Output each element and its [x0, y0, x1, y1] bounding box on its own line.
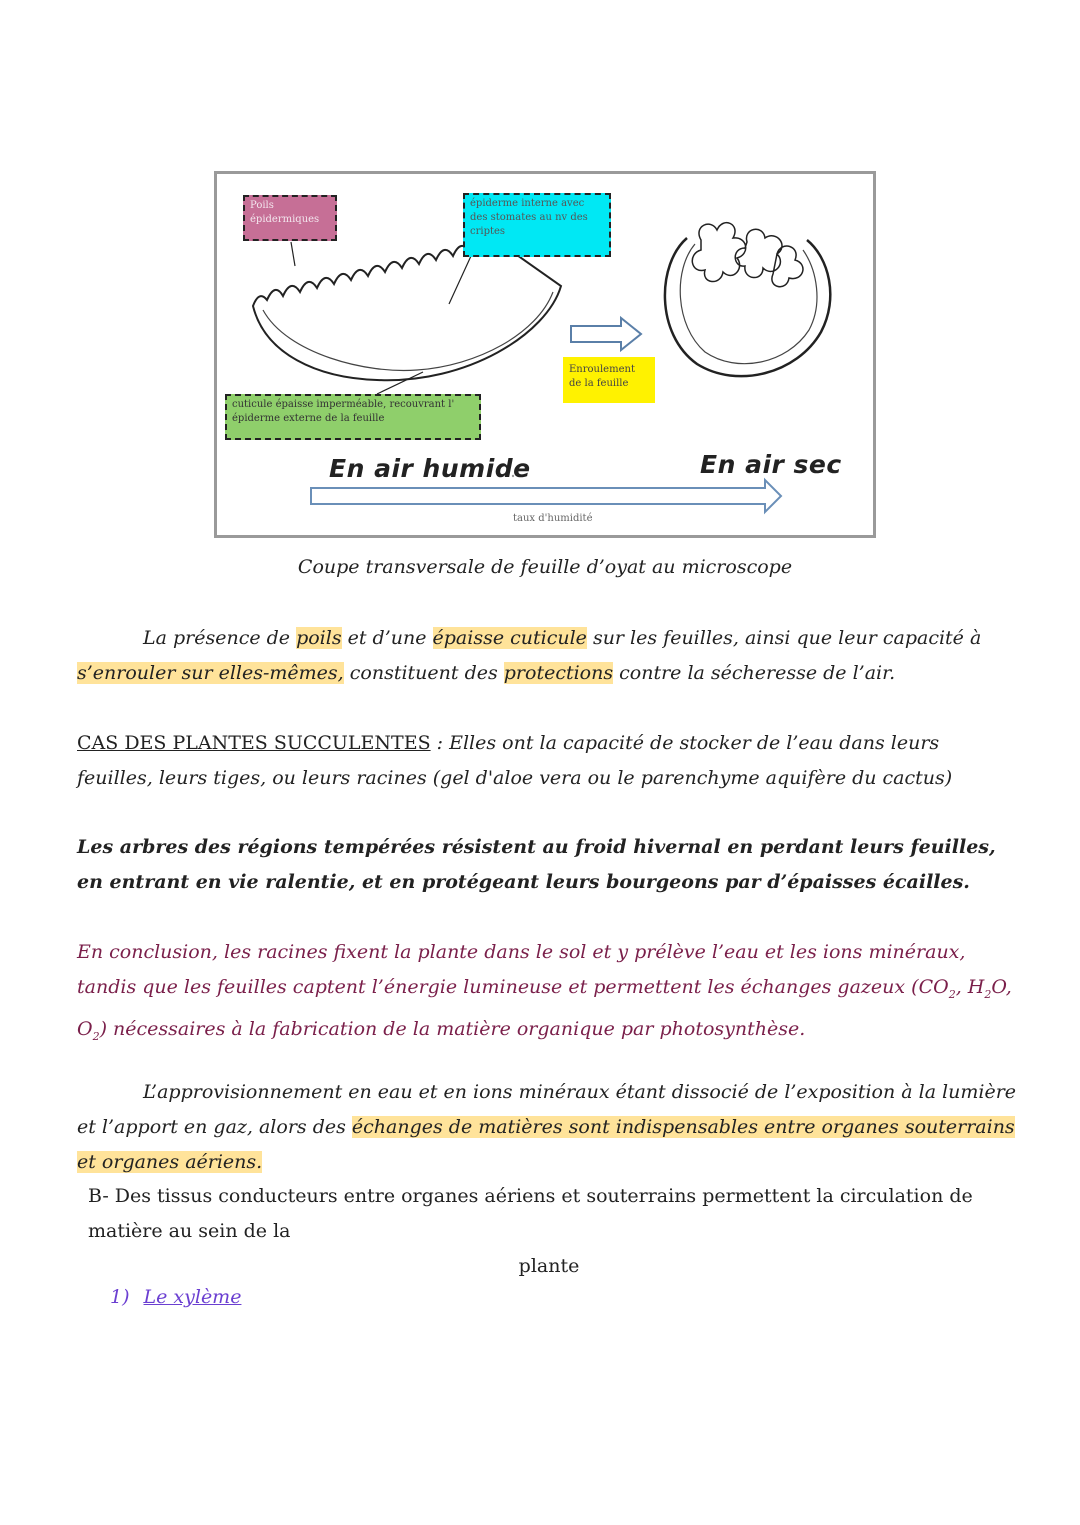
text: : Elles ont la capacité de stocker de l’eau dans leurs feuilles, leurs tiges, ou leurs racines (gel d'aloe vera ou le parenchyme aquifère du cactus) [77, 732, 953, 789]
cuticule-label: cuticule épaisse imperméable, recouvrant l' épiderme externe de la feuille [225, 394, 481, 440]
section-number: 1) [110, 1286, 130, 1308]
epiderme-label: épiderme interne avec des stomates au nv des criptes [463, 193, 611, 257]
text: , H [955, 976, 985, 998]
text: contre la sécheresse de l’air. [613, 662, 896, 684]
text: constituent des [343, 662, 504, 684]
subscript: 2 [948, 987, 956, 1001]
heading-line: plante [518, 1255, 580, 1277]
highlight: échanges de matières sont indispensables entre organes souterrains et organes aériens. [77, 1116, 1015, 1173]
text: En conclusion, les racines fixent la plante dans le sol et y prélève l’eau et les ions minéraux, tandis que les feuilles captent l’énergie lumineuse et permettent les échanges gazeux (CO [77, 941, 966, 998]
cuticule-pointer [377, 372, 423, 394]
text: O, O [77, 976, 1012, 1040]
poils-pointer [291, 242, 295, 266]
highlight: protections [503, 662, 614, 684]
roll-arrow [571, 318, 641, 350]
text: sur les feuilles, ainsi que leur capacité à [586, 627, 982, 649]
heading-line: B- Des tissus conducteurs entre organes aériens et souterrains permettent la circulation de matière au sein de la [88, 1185, 973, 1242]
dry-air-label: En air sec [700, 450, 842, 479]
highlight: poils [296, 627, 342, 649]
text: et d’une [341, 627, 433, 649]
paragraph-echanges [77, 1075, 1017, 1180]
subscript: 2 [984, 987, 992, 1001]
rolled-leaf-lobes [692, 223, 803, 287]
enroulement-label: Enroulement de la feuille [563, 357, 655, 403]
figure-caption: Coupe transversale de feuille d’oyat au microscope [297, 556, 793, 578]
paragraph-conclusion [77, 935, 1017, 1054]
rolled-leaf-inner [680, 244, 817, 364]
poils-label: Poils épidermiques [243, 195, 337, 241]
paragraph-arbres: Les arbres des régions tempérées résistent au froid hivernal en perdant leurs feuilles, en entrant en vie ralentie, et en protégeant leurs bourgeons par d’épaisses écailles. [77, 836, 996, 893]
section-xyleme [110, 1286, 241, 1308]
highlight: s’enrouler sur elles-mêmes, [77, 662, 344, 684]
text: L’approvisionnement en eau et en ions minéraux étant dissocié de l’exposition à la lumière et l’apport en gaz, alors des [77, 1081, 1017, 1138]
humid-air-label: En air humide [329, 454, 531, 483]
highlight: épaisse cuticule [432, 627, 587, 649]
paragraph-succulentes [77, 726, 1017, 796]
subscript: 2 [92, 1029, 100, 1043]
open-leaf-outline [253, 241, 561, 380]
epiderme-pointer [449, 256, 471, 304]
humidity-axis-label: taux d'humidité [513, 513, 593, 524]
text: ) nécessaires à la fabrication de la matière organique par photosynthèse. [99, 1017, 806, 1040]
succulentes-heading: CAS DES PLANTES SUCCULENTES [77, 732, 431, 754]
text: La présence de [143, 627, 297, 649]
leaf-cross-section-figure [214, 171, 876, 538]
section-b-heading [88, 1179, 1010, 1284]
inner-epidermis [263, 292, 553, 371]
section-title: Le xylème [143, 1286, 242, 1308]
humidity-arrow [311, 480, 781, 512]
rolled-leaf-outline [665, 238, 830, 376]
paragraph-protections [77, 621, 1017, 691]
